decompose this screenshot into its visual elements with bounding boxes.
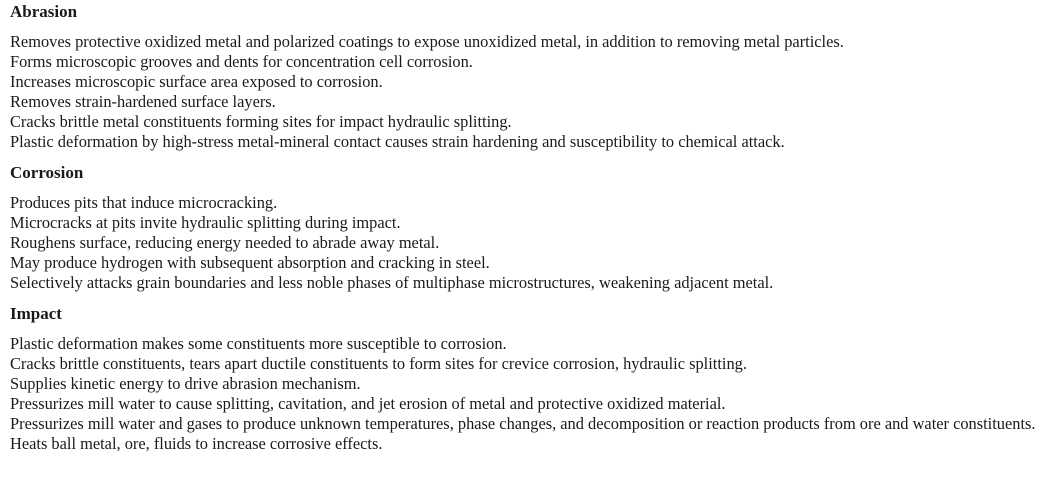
section-heading-abrasion: Abrasion: [10, 2, 78, 21]
list-item: May produce hydrogen with subsequent absorption and cracking in steel.: [10, 253, 490, 272]
list-item: Plastic deformation by high-stress metal-mineral contact causes strain hardening and susceptibility to chemical attack.: [10, 132, 785, 151]
section-impact: [10, 304, 1037, 454]
impact-effects-list: [10, 334, 1037, 454]
abrasion-effects-list: [10, 32, 1037, 152]
section-abrasion: [10, 2, 1037, 152]
list-item: Heats ball metal, ore, fluids to increase corrosive effects.: [10, 434, 383, 453]
list-item: Pressurizes mill water to cause splitting, cavitation, and jet erosion of metal and protective oxidized material.: [10, 394, 726, 413]
corrosion-effects-list: [10, 193, 1037, 293]
list-item: Produces pits that induce microcracking.: [10, 193, 278, 212]
section-corrosion: [10, 163, 1037, 293]
list-item: Increases microscopic surface area exposed to corrosion.: [10, 72, 383, 91]
list-item: Microcracks at pits invite hydraulic splitting during impact.: [10, 213, 401, 232]
list-item: Plastic deformation makes some constituents more susceptible to corrosion.: [10, 334, 507, 353]
list-item: Cracks brittle constituents, tears apart ductile constituents to form sites for crevice corrosion, hydraulic splitting.: [10, 354, 747, 373]
list-item: Selectively attacks grain boundaries and less noble phases of multiphase microstructures, weakening adjacent metal.: [10, 273, 774, 292]
list-item: Removes strain-hardened surface layers.: [10, 92, 276, 111]
section-heading-impact: Impact: [10, 304, 62, 323]
section-heading-corrosion: Corrosion: [10, 163, 84, 182]
list-item: Cracks brittle metal constituents forming sites for impact hydraulic splitting.: [10, 112, 512, 131]
list-item: Forms microscopic grooves and dents for concentration cell corrosion.: [10, 52, 473, 71]
list-item: Removes protective oxidized metal and polarized coatings to expose unoxidized metal, in addition to removing metal particles.: [10, 32, 844, 51]
list-item: Pressurizes mill water and gases to produce unknown temperatures, phase changes, and decomposition or reaction products from ore and water constituents.: [10, 414, 1036, 433]
list-item: Supplies kinetic energy to drive abrasion mechanism.: [10, 374, 361, 393]
list-item: Roughens surface, reducing energy needed to abrade away metal.: [10, 233, 440, 252]
